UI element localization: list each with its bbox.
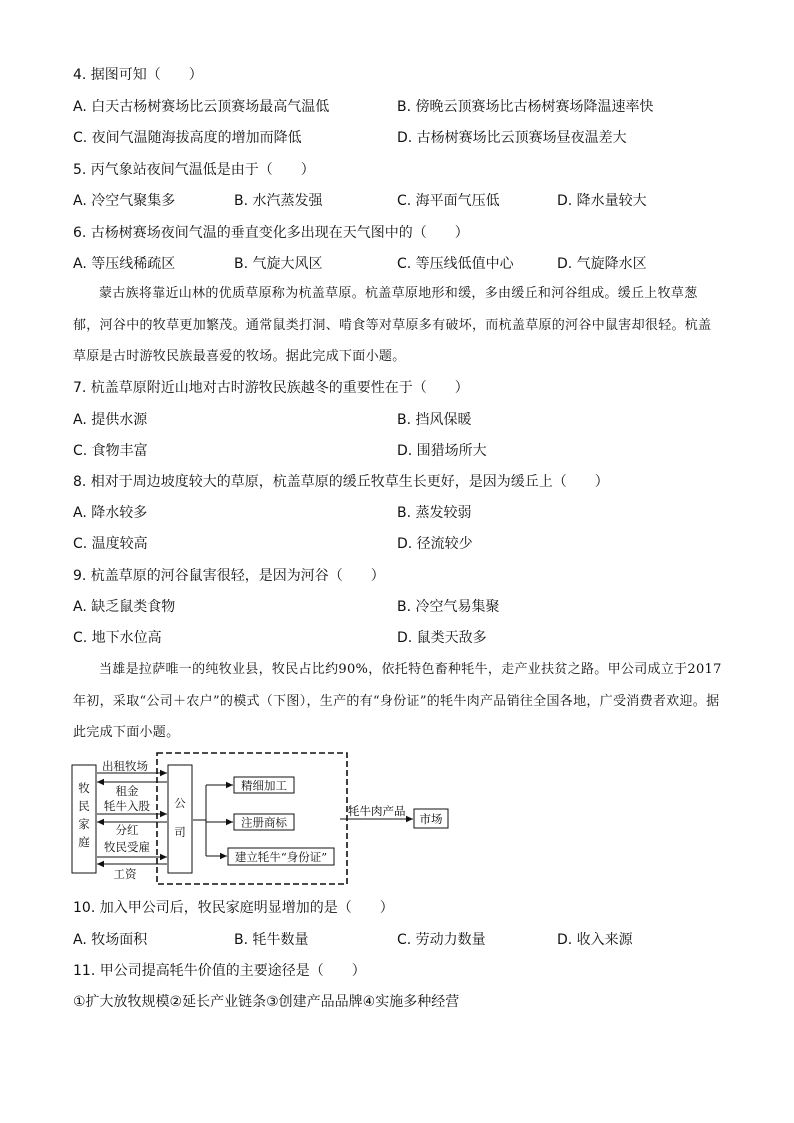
q7-option-b: B. 挡风保暖 bbox=[397, 412, 472, 428]
q5-option-d: D. 降水量较大 bbox=[557, 193, 647, 209]
company-char-2: 司 bbox=[174, 825, 186, 839]
q7-option-c: C. 食物丰富 bbox=[73, 443, 148, 459]
q8-option-c: C. 温度较高 bbox=[73, 536, 148, 552]
q4-option-d: D. 古杨树赛场比云顶赛场昼夜温差大 bbox=[397, 130, 627, 146]
q7-stem: 7. 杭盖草原附近山地对古时游牧民族越冬的重要性在于（ ） bbox=[73, 380, 469, 396]
market-section bbox=[340, 800, 460, 840]
company-char-1: 公 bbox=[174, 796, 186, 810]
label-dividend: 分红 bbox=[115, 823, 139, 837]
family-char-1: 牧 bbox=[78, 781, 90, 795]
q6-option-a: A. 等压线稀疏区 bbox=[73, 256, 176, 272]
q9-option-b: B. 冷空气易集聚 bbox=[397, 599, 500, 615]
q9-stem: 9. 杭盖草原的河谷鼠害很轻，是因为河谷（ ） bbox=[73, 568, 385, 584]
q4-option-b: B. 傍晚云顶赛场比古杨树赛场降温速率快 bbox=[397, 99, 654, 115]
family-char-2: 民 bbox=[78, 799, 90, 813]
q10-stem: 10. 加入甲公司后，牧民家庭明显增加的是（ ） bbox=[73, 900, 394, 916]
q8-option-d: D. 径流较少 bbox=[397, 536, 473, 552]
company-farmer-model-diagram bbox=[70, 750, 380, 890]
label-employ: 牧民受雇 bbox=[104, 840, 150, 854]
passage-hangai-grassland: 蒙古族将靠近山林的优质草原称为杭盖草原。杭盖草原地形和缓，多由缓丘和河谷组成。缓丘上牧草葱郁，河谷中的牧草更加繁茂。通常鼠类打洞、啃食等对草原多有破坏，而杭盖草原的河谷中鼠害却很轻。杭盖草原是古时游牧民族最喜爱的牧场。据此完成下面小题。 bbox=[73, 286, 712, 364]
q5-option-a: A. 冷空气聚集多 bbox=[73, 193, 176, 209]
q7-option-a: A. 提供水源 bbox=[73, 412, 148, 428]
passage-damxung-yak: 当雄是拉萨唯一的纯牧业县，牧民占比约90%，依托特色畜种牦牛，走产业扶贫之路。甲公司成立于2017年初，采取“公司＋农户”的模式（下图），生产的有“身份证”的牦牛肉产品销往全国各地，广受消费者欢迎。据此完成下面小题。 bbox=[73, 662, 722, 740]
q5-option-c: C. 海平面气压低 bbox=[397, 193, 500, 209]
q4-stem: 4. 据图可知（ ） bbox=[73, 67, 203, 83]
q8-option-a: A. 降水较多 bbox=[73, 505, 148, 521]
label-rent-pasture: 出租牧场 bbox=[102, 759, 148, 773]
q6-option-c: C. 等压线低值中心 bbox=[397, 256, 514, 272]
label-wage: 工资 bbox=[113, 867, 137, 881]
q10-option-c: C. 劳动力数量 bbox=[397, 932, 486, 948]
q8-option-b: B. 蒸发较弱 bbox=[397, 505, 472, 521]
q10-option-d: D. 收入来源 bbox=[557, 932, 633, 948]
label-yak-share: 牦牛入股 bbox=[104, 799, 150, 813]
q6-stem: 6. 古杨树赛场夜间气温的垂直变化多出现在天气图中的（ ） bbox=[73, 225, 469, 241]
label-rent: 租金 bbox=[115, 784, 139, 798]
process-fine-processing: 精细加工 bbox=[241, 778, 287, 793]
q9-option-c: C. 地下水位高 bbox=[73, 630, 162, 646]
q8-stem: 8. 相对于周边坡度较大的草原，杭盖草原的缓丘牧草生长更好，是因为缓丘上（ ） bbox=[73, 474, 609, 490]
q4-option-c: C. 夜间气温随海拔高度的增加而降低 bbox=[73, 130, 302, 146]
q10-option-b: B. 牦牛数量 bbox=[234, 932, 309, 948]
q10-option-a: A. 牧场面积 bbox=[73, 932, 148, 948]
market-label: 市场 bbox=[419, 812, 443, 826]
family-char-3: 家 bbox=[78, 817, 90, 831]
q9-option-a: A. 缺乏鼠类食物 bbox=[73, 599, 176, 615]
q11-stem: 11. 甲公司提高牦牛价值的主要途径是（ ） bbox=[73, 963, 366, 979]
q5-stem: 5. 丙气象站夜间气温低是由于（ ） bbox=[73, 162, 315, 178]
process-yak-id: 建立牦牛“身份证” bbox=[234, 850, 328, 864]
q6-option-b: B. 气旋大风区 bbox=[234, 256, 323, 272]
q4-option-a: A. 白天古杨树赛场比云顶赛场最高气温低 bbox=[73, 99, 330, 115]
process-trademark: 注册商标 bbox=[241, 815, 287, 830]
family-char-4: 庭 bbox=[78, 835, 90, 849]
label-yak-meat-product: 牦牛肉产品 bbox=[348, 804, 406, 818]
q11-items: ①扩大放牧规模②延长产业链条③创建产品品牌④实施多种经营 bbox=[73, 994, 460, 1010]
q7-option-d: D. 围猎场所大 bbox=[397, 443, 487, 459]
q6-option-d: D. 气旋降水区 bbox=[557, 256, 647, 272]
q5-option-b: B. 水汽蒸发强 bbox=[234, 193, 323, 209]
company-box bbox=[168, 765, 192, 873]
q9-option-d: D. 鼠类天敌多 bbox=[397, 630, 487, 646]
